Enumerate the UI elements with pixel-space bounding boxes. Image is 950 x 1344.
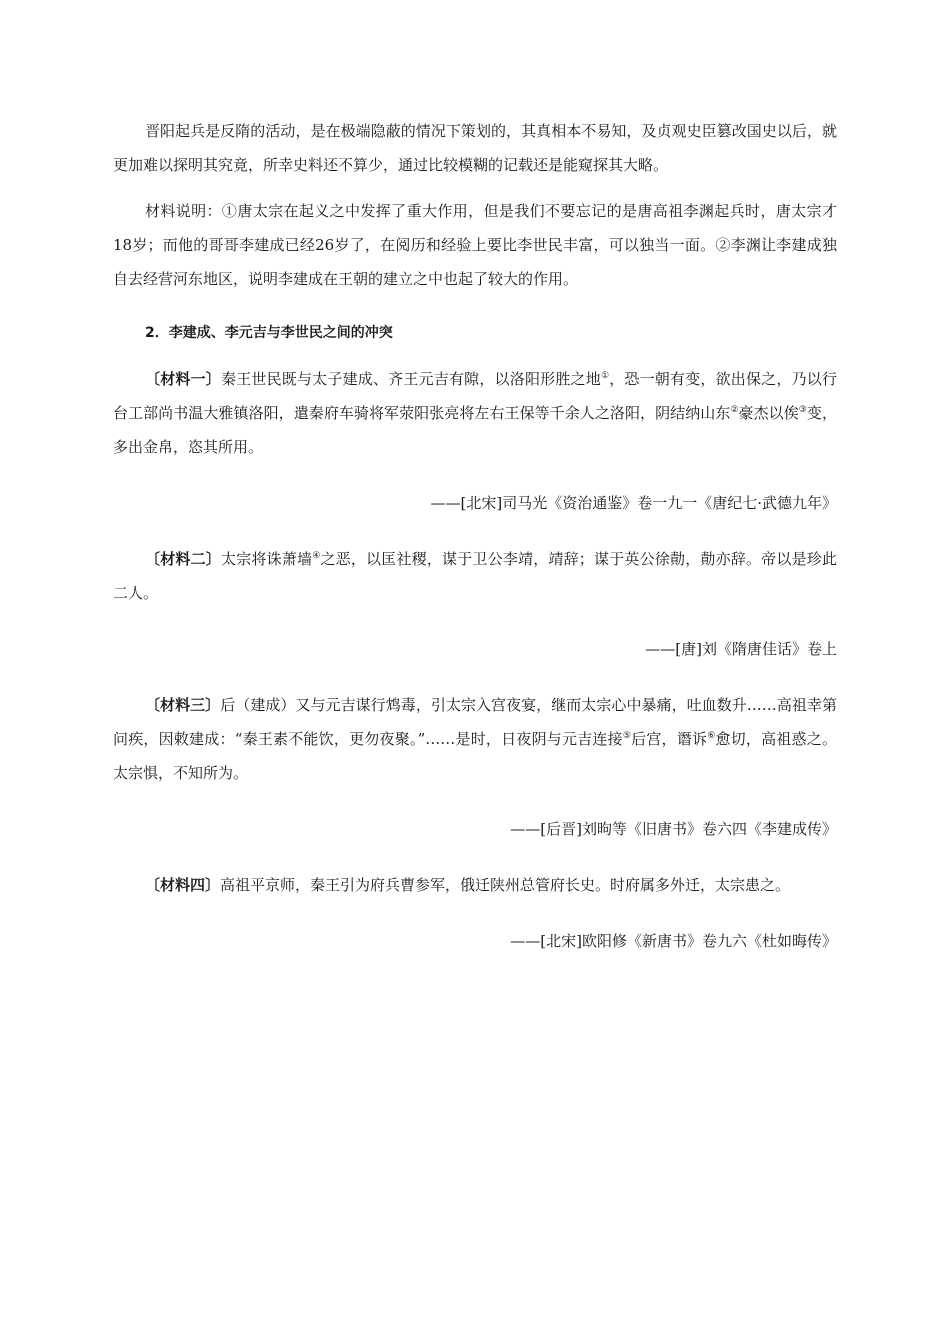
material-1 — [113, 362, 837, 464]
footnote-mark: ② — [730, 405, 739, 415]
material-1-text: 秦王世民既与太子建成、齐王元吉有隙，以洛阳形胜之地 — [221, 370, 601, 388]
material-4 — [113, 868, 837, 902]
material-1-label: 〔材料一〕 — [145, 370, 221, 388]
material-1-source: ——[北宋]司马光《资治通鉴》卷一九一《唐纪七·武德九年》 — [430, 494, 837, 512]
material-2-text: 之恶，以匡社稷，谋于卫公李靖，靖辞；谋于英公徐勣，勣亦辞。帝以是珍此二人。 — [113, 550, 837, 602]
footnote-mark: ④ — [312, 551, 321, 561]
material-2 — [113, 542, 837, 610]
material-4-label: 〔材料四〕 — [145, 876, 221, 894]
intro-paragraph-1: 晋阳起兵是反隋的活动，是在极端隐蔽的情况下策划的，其真相本不易知，及贞观史臣篡改国史以后，就更加难以探明其究竟，所幸史料还不算少，通过比较模糊的记载还是能窥探其大略。 — [113, 122, 837, 174]
material-2-label: 〔材料二〕 — [145, 550, 221, 568]
material-1-text: ，恐一朝有变，欲出保之，乃以行台工部尚书温大雅镇洛阳，遣秦府车骑将军荥阳张亮将左右王保等千余人之洛阳，阴结纳山东 — [113, 370, 837, 422]
material-3-text: 后宫，谮诉 — [631, 730, 708, 748]
material-4-text: 高祖平京师，秦王引为府兵曹参军，俄迁陕州总管府长史。时府属多外迁，太宗患之。 — [220, 876, 791, 894]
section-heading: 2．李建成、李元吉与李世民之间的冲突 — [145, 325, 393, 341]
material-4-source: ——[北宋]欧阳修《新唐书》卷九六《杜如晦传》 — [510, 932, 837, 950]
document-page — [113, 114, 837, 958]
material-1-text: 豪杰以俟 — [738, 404, 799, 422]
footnote-mark: ⑤ — [622, 731, 632, 741]
footnote-mark: ① — [600, 371, 610, 381]
intro-paragraph-2: 材料说明：①唐太宗在起义之中发挥了重大作用，但是我们不要忘记的是唐高祖李渊起兵时，唐太宗才18岁；而他的哥哥李建成已经26岁了，在阅历和经验上要比李世民丰富，可以独当一面。②李渊让李建成独自去经营河东地区，说明李建成在王朝的建立之中也起了较大的作用。 — [113, 202, 837, 288]
material-3-text: 后（建成）又与元吉谋行鸩毒，引太宗入宫夜宴，继而太宗心中暴痛，吐血数升……高祖幸第问疾，因敕建成：“秦王素不能饮，更勿夜聚。”……是时，日夜阴与元吉连接 — [113, 696, 837, 748]
material-1-text: 变，多出金帛，恣其所用。 — [113, 404, 837, 456]
material-3-source: ——[后晋]刘昫等《旧唐书》卷六四《李建成传》 — [510, 820, 837, 838]
footnote-mark: ⑥ — [707, 731, 716, 741]
material-3-text: 愈切，高祖惑之。太宗惧，不知所为。 — [113, 730, 837, 782]
footnote-mark: ③ — [798, 405, 807, 415]
material-3 — [113, 688, 837, 790]
material-2-text: 太宗将诛萧墙 — [221, 550, 313, 568]
material-2-source: ——[唐]刘《隋唐佳话》卷上 — [645, 640, 837, 658]
material-3-label: 〔材料三〕 — [145, 696, 221, 714]
